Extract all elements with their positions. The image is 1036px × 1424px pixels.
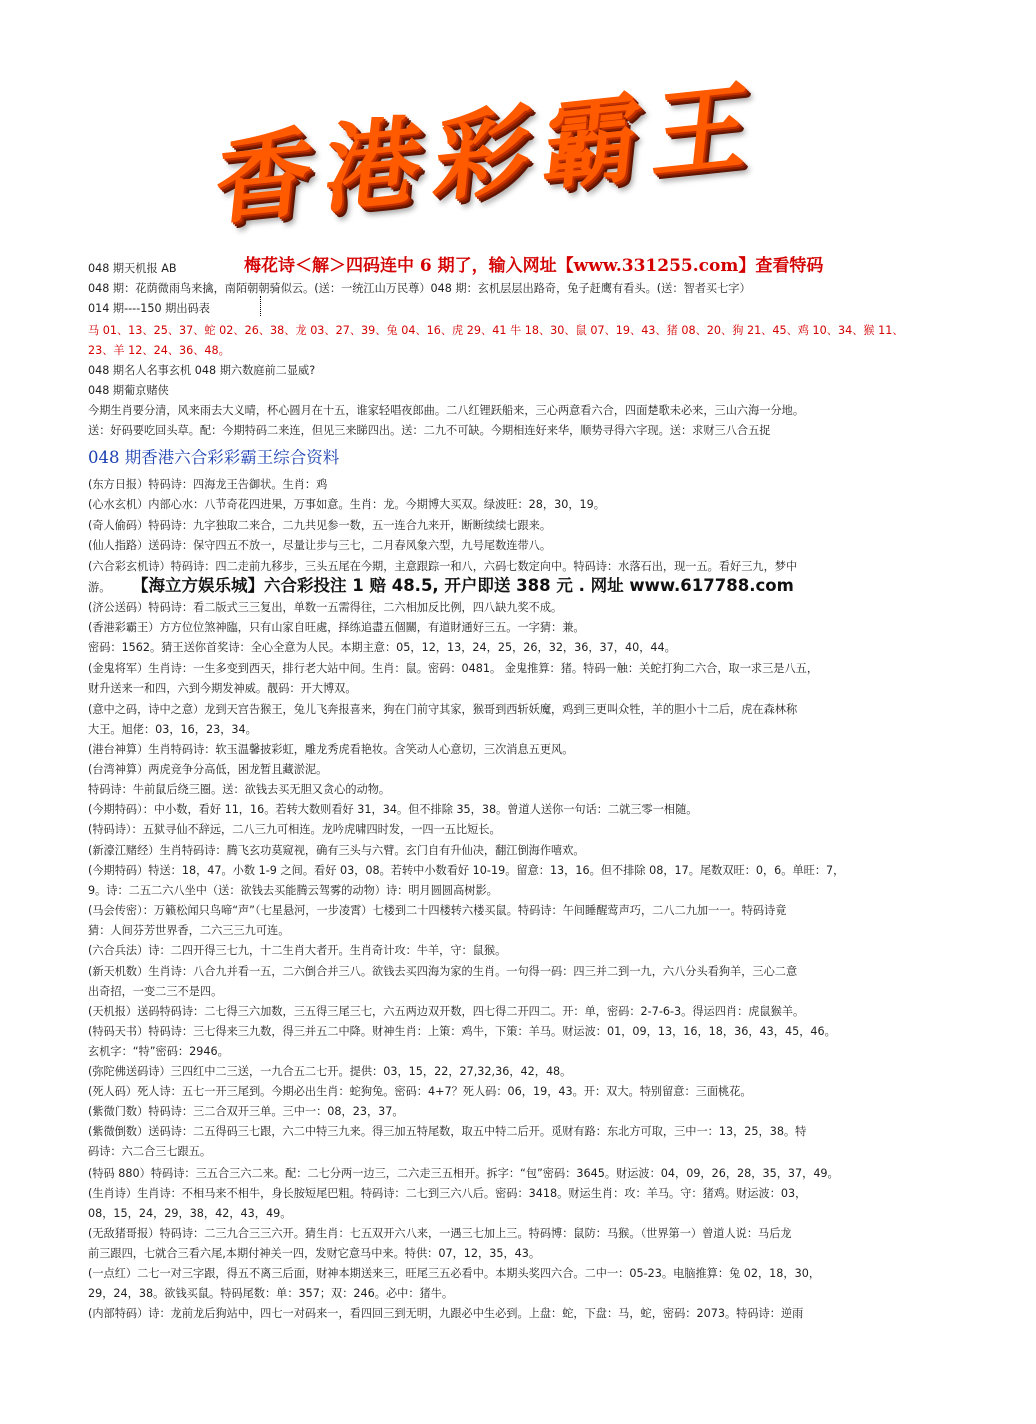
text-line: (特码天书）特码诗：三七得来三九数，得三并五二中降。财神生肖：上策：鸡牛，下策：羊马。财运波：01，09，13，16，18，36，43，45，46。 (88, 1025, 836, 1038)
text-line: 08，15，24，29，38，42，43，49。 (88, 1207, 292, 1220)
logo (209, 66, 770, 268)
text-line: (今期特码）特送：18，47。小数 1-9 之间。看好 03，08。若转中小数看好 10-19。留意：13，16。但不排除 08，17。尾数双旺：0，6。单旺：7， (88, 864, 845, 877)
text-line: (心水玄机）内部心水：八节奇花四进果，万事如意。生肖：龙。今期博大买双。绿波旺：28，30，19。 (88, 498, 605, 511)
text-line: 048 期名人名事玄机 048 期六数庭前二显威? (88, 364, 316, 377)
text-line: (马会传密）：万籁松闻只鸟啼“声”（七星悬河，一步凌霄）七楼到二十四楼转六楼买鼠。特码诗：午间睡醒莺声巧，二八二九加一一。特码诗竟 (88, 904, 787, 917)
text-line: 大王。旭佬：03，16，23，34。 (88, 723, 257, 736)
text-line: 密码：1562。猜王送你首奖诗：全心全意为人民。本期主意：05，12，13，24，25，26，32，36，37，40，44。 (88, 641, 676, 654)
text-line: (一点红）二七一对三字跟，得五不离三后面，财神本期送来三，旺尾三五必看中。本期头奖四六合。二中一：05-23。电脑推算：兔 02，18，30， (88, 1267, 821, 1280)
text-line: 23、羊 12、24、36、48。 (88, 344, 230, 357)
text-line: 048 期天机报 AB (88, 262, 177, 275)
text-line: 前三跟四，七就合三看六尾,本期付神关一四，发财它意马中来。特供：07，12，35，43。 (88, 1247, 541, 1260)
text-line: (奇人偷码）特码诗：九字独取二来合，二九共见参一数，五一连合九来开，断断续续七跟来。 (88, 519, 552, 532)
text-line: (意中之码，诗中之意）龙到天宫告猴王，兔儿飞奔报喜来，狗在门前守其家，猴哥到西斩妖魔，鸡到三更叫众牲，羊的胆小十二后，虎在森林称 (88, 703, 798, 716)
text-line: 048 期：花荫微雨鸟来擒，南陌朝朝骑似云。(送：一统江山万民尊）048 期：玄机层层出路奇，兔子赶鹰有看头。(送：智者买七字） (88, 282, 751, 295)
text-line: (内部特码）诗：龙前龙后狗站中，四七一对码来一，看四回三到无明，九跟必中生必到。上盘：蛇，下盘：马，蛇，密码：2073。特码诗：逆雨 (88, 1307, 804, 1320)
text-line: 出奇招，一变二三不是四。 (88, 985, 223, 998)
text-line: 玄机字：“特”密码：2946。 (88, 1045, 229, 1058)
logo-text: 香港彩霸王 (209, 66, 769, 240)
text-line: 今期生肖要分清，风来雨去大义晴，杯心圆月在十五，谁家轻唱夜郎曲。二八红锂跃船来，三心两意看六合，四面楚歌未必来，三山六海一分地。 (88, 404, 805, 417)
text-line: (今期特码）：中小数，看好 11，16。若转大数则看好 31，34。但不排除 35，38。曾道人送你一句话：二就三零一相随。 (88, 803, 698, 816)
text-line: (紫微门数）特码诗：三二合双开三单。三中一：08，23，37。 (88, 1105, 404, 1118)
promo-banner-top[interactable]: 梅花诗＜解＞四码连中 6 期了，输入网址【www.331255.com】查看特码 (244, 256, 824, 276)
text-line: 马 01、13、25、37、蛇 02、26、38、龙 03、27、39、兔 04、16、虎 29、41 牛 18、30、鼠 07、19、43、猪 08、20、狗 21、45、鸡 10、34、猴 11、 (88, 324, 904, 337)
text-line: (天机报）送码特码诗：二七得三六加数，三五得三尾三七，六五两边双开数，四七得二开四二。开：单，密码：2-7-6-3。得运四肖：虎鼠猴羊。 (88, 1005, 805, 1018)
text-line: 码诗：六二合三七跟五。 (88, 1145, 212, 1158)
text-line: 猜：人间芬芳世界香，二六三三九可连。 (88, 924, 290, 937)
promo-banner-mid[interactable]: 【海立方娱乐城】六合彩投注 1 赔 48.5, 开户即送 388 元 . 网址 www.617788.com (132, 576, 794, 595)
text-line: (港台神算）生肖特码诗：软玉温馨披彩虹，雕龙秀虎看艳妆。含笑动人心意切，三次消息五更风。 (88, 743, 574, 756)
text-line: 游。 (88, 581, 111, 594)
text-line: (弥陀佛送码诗）三四红中二三送，一九合五二七开。提供：03，15，22，27,32,36，42，48。 (88, 1065, 572, 1078)
text-line: 送：好码要吃回头草。配：今期特码二来连，但见三来睇四出。送：二九不可缺。今期相连好来华，顺势寻得六字现。送：求财三八合五捉 (88, 424, 771, 437)
text-line: (特码 880）特码诗：三五合三六二来。配：二七分两一边三，二六走三五相开。拆字：“包”密码：3645。财运波：04，09，26，28，35，37，49。 (88, 1167, 839, 1180)
text-line: 9。诗：二五二六八坐中（送：欲钱去买能腾云驾雾的动物）诗：明月圆圆高树影。 (88, 884, 498, 897)
text-line: (仙人指路）送码诗：保守四五不放一，尽量让步与三七，二月春风象六型，九号尾数连带八。 (88, 539, 552, 552)
section-title: 048 期香港六合彩彩霸王综合资料 (88, 448, 340, 467)
text-line: (金鬼将军）生肖诗：一生多变到西天，排行老大站中间。生肖：鼠。密码：0481。 金鬼推算：猪。特码一触：关蛇打狗二六合，取一求三是八五， (88, 662, 819, 675)
text-line: (六合彩玄机诗）特码诗：四二走前九移步，三头五尾在今期，主意跟踪一和八，六码七数定向中。特码诗：水落石出，现一五。看好三九，梦中 (88, 560, 798, 573)
text-line: (新濠江赌经）生肖特码诗：腾飞玄功莫窥视，确有三头与六臂。玄门自有升仙决，翻江倒海作嘻欢。 (88, 844, 585, 857)
text-line: (东方日报）特码诗：四海龙王告御状。生肖：鸡 (88, 478, 328, 491)
text-line: 财升送来一和四，六到今期发神威。靓码：开大博双。 (88, 682, 357, 695)
text-line: (六合兵法）诗：二四开得三七九，十二生肖大者开。生肖奇计攻：牛羊，守：鼠猴。 (88, 944, 507, 957)
text-line: (紫微倒数）送码诗：二五得码三七跟，六二中特三九来。得三加五特尾数，取五中特二后开。觅财有路：东北方可取，三中一：13，25，38。特 (88, 1125, 807, 1138)
text-line: 048 期葡京赌侠 (88, 384, 169, 397)
text-line: (生肖诗）生肖诗：不相马来不相牛，身长胺短尾巴粗。特码诗：二七到三六八后。密码：3418。财运生肖：攻：羊马。守：猪鸡。财运波：03， (88, 1187, 807, 1200)
text-line: (死人码）死人诗：五七一开三尾到。今期必出生肖：蛇狗兔。密码：4+7？死人码：06，19，43。开：双大。特别留意：三面桃花。 (88, 1085, 752, 1098)
text-line: 014 期----150 期出码表 (88, 302, 210, 315)
text-line: 特码诗：牛前鼠后绕三圈。送：欲钱去买无胆又贪心的动物。 (88, 783, 391, 796)
text-line: (新天机数）生肖诗：八合九并看一五，二六倒合并三八。欲钱去买四海为家的生肖。一句得一码：四三并二到一九，六八分头看狗羊，三心二意 (88, 965, 798, 978)
text-line: (香港彩霸王）方方位位煞神臨，只有山家自旺處，择练追盡五個關，有道財通好三五。一字猜：兼。 (88, 621, 585, 634)
text-line: (特码诗）：五狱寻仙不辞远，二八三九可相连。龙吟虎啸四时发，一四一五比短长。 (88, 823, 501, 836)
text-line: (台湾神算）两虎竞争分高低，困龙暂且藏淤泥。 (88, 763, 328, 776)
text-line: (无敌猪哥报）特码诗：二三九合三三六开。猜生肖：七五双开六八来，一遇三七加上三。特码博：鼠防：马猴。（世界第一）曾道人说：马后龙 (88, 1227, 792, 1240)
text-line: 29，24，38。欲钱买鼠。特码尾数：单：357；双：246。必中：猪牛。 (88, 1287, 454, 1300)
text-line: (济公送码）特码诗：看二版式三三复出，单数一五需得往，二六相加反比例，四八缺九奖不成。 (88, 601, 563, 614)
